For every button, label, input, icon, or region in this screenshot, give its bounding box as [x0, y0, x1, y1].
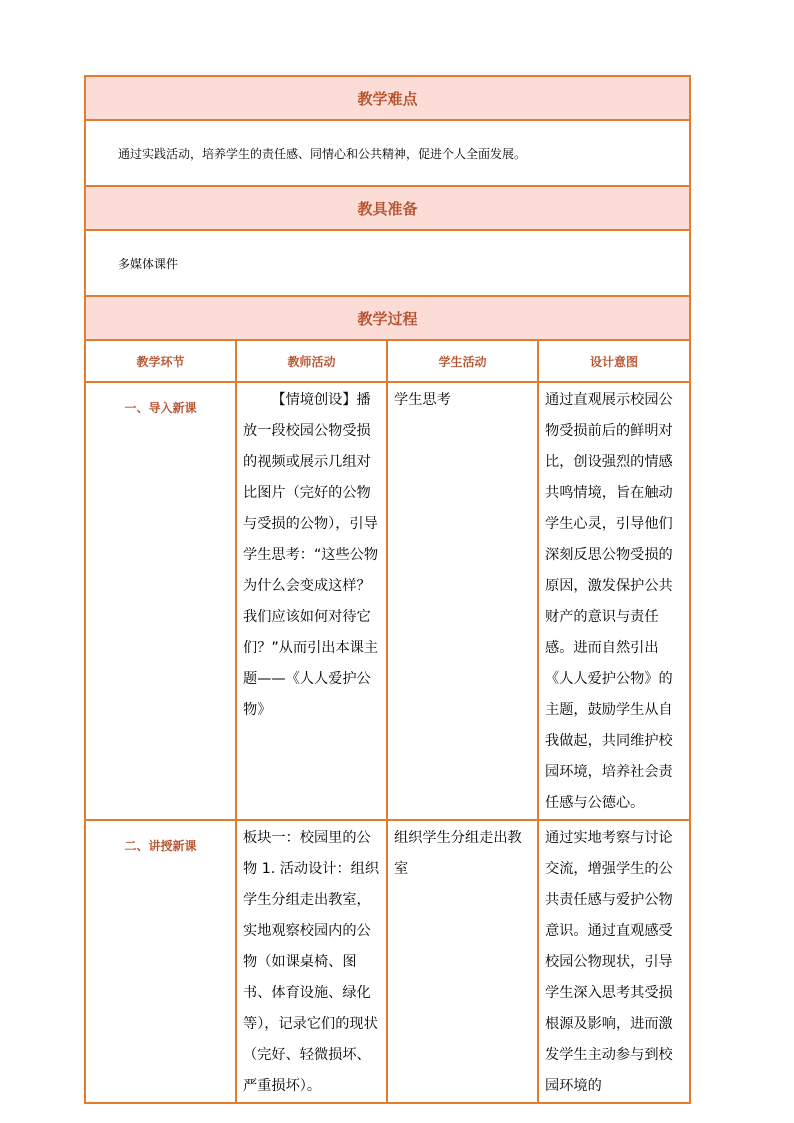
process-heading: 教学过程 [85, 296, 690, 340]
column-header-teacher: 教师活动 [236, 340, 387, 382]
stage-cell: 二、讲授新课 [85, 820, 236, 1103]
table-row [85, 820, 690, 1103]
column-header-intent: 设计意图 [538, 340, 690, 382]
teacher-activity-cell: 【情境创设】播放一段校园公物受损的视频或展示几组对比图片（完好的公物与受损的公物），引导学生思考：“这些公物为什么会变成这样？我们应该如何对待它们？”从而引出本课主题——《人人爱护公物》 [236, 382, 387, 820]
preparation-heading: 教具准备 [85, 186, 690, 230]
difficulty-heading: 教学难点 [85, 76, 690, 120]
student-activity-cell: 学生思考 [387, 382, 538, 820]
design-intent-cell: 通过直观展示校园公物受损前后的鲜明对比，创设强烈的情感共鸣情境，旨在触动学生心灵，引导他们深刻反思公物受损的原因，激发保护公共财产的意识与责任感。进而自然引出《人人爱护公物》的主题，鼓励学生从自我做起，共同维护校园环境，培养社会责任感与公德心。 [538, 382, 690, 820]
stage-cell: 一、导入新课 [85, 382, 236, 820]
table-row [85, 382, 690, 820]
student-activity-cell: 组织学生分组走出教室 [387, 820, 538, 1103]
difficulty-text: 通过实践活动，培养学生的责任感、同情心和公共精神，促进个人全面发展。 [85, 120, 690, 186]
design-intent-cell: 通过实地考察与讨论交流，增强学生的公共责任感与爱护公物意识。通过直观感受校园公物现状，引导学生深入思考其受损根源及影响，进而激发学生主动参与到校园环境的 [538, 820, 690, 1103]
preparation-text: 多媒体课件 [85, 230, 690, 296]
column-header-stage: 教学环节 [85, 340, 236, 382]
lesson-plan-table [84, 75, 691, 1104]
column-header-student: 学生活动 [387, 340, 538, 382]
teacher-activity-cell: 板块一：校园里的公物 1. 活动设计：组织学生分组走出教室，实地观察校园内的公物（如课桌椅、图书、体育设施、绿化等），记录它们的现状（完好、轻微损坏、严重损坏）。 [236, 820, 387, 1103]
lesson-plan-sheet [84, 75, 689, 1104]
